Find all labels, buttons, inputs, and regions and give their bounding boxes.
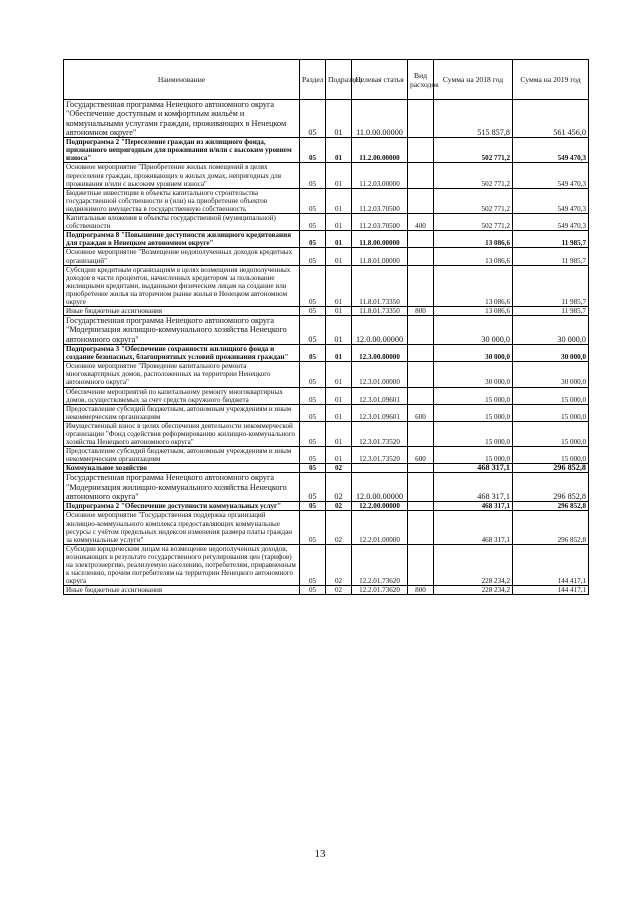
cell-expense-type xyxy=(408,544,434,585)
cell-section: 05 xyxy=(300,265,326,306)
cell-section: 05 xyxy=(300,464,326,473)
cell-sum-2019: 549 470,3 xyxy=(513,214,589,231)
header-subsection: Подраздел xyxy=(326,60,352,100)
header-expense-type: Вид расходов xyxy=(408,60,434,100)
cell-sum-2018: 30 000,0 xyxy=(434,345,513,362)
cell-section: 05 xyxy=(300,163,326,188)
cell-sum-2018: 468 317,1 xyxy=(434,511,513,544)
cell-subsection: 01 xyxy=(326,265,352,306)
cell-target: 12.3.01.73520 xyxy=(352,421,408,446)
table-row xyxy=(64,163,589,188)
cell-subsection: 02 xyxy=(326,502,352,511)
cell-expense-type xyxy=(408,188,434,213)
cell-target: 12.2.01.73620 xyxy=(352,586,408,595)
table-row xyxy=(64,404,589,421)
cell-sum-2019: 15 000,0 xyxy=(513,421,589,446)
cell-subsection: 01 xyxy=(326,100,352,138)
cell-name: Субсидии юридическим лицам на возмещение недополученных доходов, возникающих в результате государственного регулирования цен (тарифов) на электроэнергию, реализуемую населению, потребителям, приравненным к населению, прочим потребителям на территории Ненецкого автономного округа xyxy=(64,544,300,585)
cell-sum-2019: 296 852,8 xyxy=(513,511,589,544)
cell-section: 05 xyxy=(300,188,326,213)
cell-expense-type xyxy=(408,473,434,502)
cell-target: 12.3.01.09601 xyxy=(352,404,408,421)
cell-sum-2018: 468 317,1 xyxy=(434,464,513,473)
table-body xyxy=(64,100,589,595)
cell-sum-2018: 30 000,0 xyxy=(434,362,513,387)
cell-target: 11.2.03.70500 xyxy=(352,214,408,231)
cell-expense-type xyxy=(408,421,434,446)
cell-expense-type xyxy=(408,231,434,248)
cell-expense-type: 600 xyxy=(408,404,434,421)
cell-subsection: 01 xyxy=(326,316,352,345)
table-row xyxy=(64,387,589,404)
cell-sum-2018: 502 771,2 xyxy=(434,188,513,213)
cell-sum-2018: 13 086,6 xyxy=(434,265,513,306)
table-row xyxy=(64,464,589,473)
cell-expense-type: 800 xyxy=(408,307,434,316)
cell-subsection: 01 xyxy=(326,447,352,464)
cell-sum-2018: 15 000,0 xyxy=(434,387,513,404)
cell-name: Коммунальное хозяйство xyxy=(64,464,300,473)
cell-target: 12.3.01.73520 xyxy=(352,447,408,464)
page-number: 13 xyxy=(314,848,326,860)
cell-sum-2019: 561 456,0 xyxy=(513,100,589,138)
table-row xyxy=(64,447,589,464)
cell-section: 05 xyxy=(300,404,326,421)
cell-expense-type: 400 xyxy=(408,214,434,231)
cell-name: Иные бюджетные ассигнования xyxy=(64,586,300,595)
cell-section: 05 xyxy=(300,586,326,595)
cell-expense-type: 600 xyxy=(408,447,434,464)
cell-section: 05 xyxy=(300,473,326,502)
cell-sum-2019: 144 417,1 xyxy=(513,544,589,585)
cell-target xyxy=(352,464,408,473)
cell-expense-type xyxy=(408,464,434,473)
cell-sum-2019: 144 417,1 xyxy=(513,586,589,595)
cell-subsection: 01 xyxy=(326,345,352,362)
cell-section: 05 xyxy=(300,231,326,248)
cell-section: 05 xyxy=(300,387,326,404)
cell-section: 05 xyxy=(300,511,326,544)
cell-name: Государственная программа Ненецкого автономного округа "Модернизация жилищно-коммунального хозяйства Ненецкого автономного округа" xyxy=(64,473,300,502)
cell-name: Основное мероприятие "Возмещение недополученных доходов кредитных организаций" xyxy=(64,248,300,265)
cell-target: 11.0.00.00000 xyxy=(352,100,408,138)
cell-section: 05 xyxy=(300,421,326,446)
cell-expense-type xyxy=(408,163,434,188)
cell-sum-2019: 296 852,8 xyxy=(513,464,589,473)
cell-section: 05 xyxy=(300,345,326,362)
cell-subsection: 01 xyxy=(326,421,352,446)
cell-section: 05 xyxy=(300,248,326,265)
table-row xyxy=(64,544,589,585)
cell-name: Бюджетные инвестиции в объекты капитального строительства государственной собственности и (или) на приобретение объектов недвижимого имущества в государственную собственность xyxy=(64,188,300,213)
cell-name: Обеспечение мероприятий по капитальному ремонту многоквартирных домов, осуществляемых за счет средств окружного бюджета xyxy=(64,387,300,404)
table-row xyxy=(64,100,589,138)
cell-name: Основное мероприятие "Проведение капитального ремонта многоквартирных домов, расположенных на территории Ненецкого автономного округа" xyxy=(64,362,300,387)
cell-name: Подпрограмма 3 "Обеспечение сохранности жилищного фонда и создание безопасных, благоприятных условий проживания граждан" xyxy=(64,345,300,362)
cell-section: 05 xyxy=(300,447,326,464)
cell-target: 12.0.00.00000 xyxy=(352,473,408,502)
table-row xyxy=(64,586,589,595)
cell-sum-2019: 296 852,8 xyxy=(513,473,589,502)
cell-name: Предоставление субсидий бюджетным, автономным учреждениям и иным некоммерческим организациям xyxy=(64,404,300,421)
table-row xyxy=(64,316,589,345)
cell-sum-2018: 15 000,0 xyxy=(434,404,513,421)
cell-sum-2018: 502 771,2 xyxy=(434,138,513,163)
cell-section: 05 xyxy=(300,502,326,511)
cell-target: 11.2.03.00000 xyxy=(352,163,408,188)
cell-name: Государственная программа Ненецкого автономного округа "Обеспечение доступным и комфортным жильём и коммунальными услугами граждан, проживающих в Ненецком автономном округе" xyxy=(64,100,300,138)
budget-table xyxy=(63,59,589,595)
cell-section: 05 xyxy=(300,100,326,138)
table-row xyxy=(64,307,589,316)
cell-subsection: 01 xyxy=(326,387,352,404)
table-row xyxy=(64,265,589,306)
cell-name: Подпрограмма 2 "Переселение граждан из жилищного фонда, признанного непригодным для проживания и/или с высоким уровнем износа" xyxy=(64,138,300,163)
cell-target: 12.3.01.09601 xyxy=(352,387,408,404)
cell-target: 12.3.00.00000 xyxy=(352,345,408,362)
cell-section: 05 xyxy=(300,362,326,387)
cell-subsection: 01 xyxy=(326,404,352,421)
cell-sum-2018: 13 086,6 xyxy=(434,248,513,265)
cell-sum-2019: 11 985,7 xyxy=(513,307,589,316)
cell-subsection: 01 xyxy=(326,138,352,163)
cell-sum-2019: 15 000,0 xyxy=(513,404,589,421)
header-sum-2019: Сумма на 2019 год xyxy=(513,60,589,100)
cell-subsection: 01 xyxy=(326,362,352,387)
table-row xyxy=(64,421,589,446)
cell-target: 11.8.01.00000 xyxy=(352,248,408,265)
cell-subsection: 01 xyxy=(326,307,352,316)
cell-name: Иные бюджетные ассигнования xyxy=(64,307,300,316)
header-name: Наименование xyxy=(64,60,300,100)
cell-sum-2018: 15 000,0 xyxy=(434,447,513,464)
table-header xyxy=(64,60,589,100)
table-row xyxy=(64,138,589,163)
cell-subsection: 01 xyxy=(326,248,352,265)
cell-subsection: 01 xyxy=(326,188,352,213)
cell-sum-2018: 30 000,0 xyxy=(434,316,513,345)
header-section: Раздел xyxy=(300,60,326,100)
cell-name: Основное мероприятие "Государственная поддержка организаций жилищно-коммунального комплекса предоставляющих коммунальные ресурсы с учётом предельных индексов изменения размера платы граждан за коммунальные услуги" xyxy=(64,511,300,544)
cell-target: 12.2.00.00000 xyxy=(352,502,408,511)
cell-subsection: 01 xyxy=(326,231,352,248)
cell-sum-2018: 502 771,2 xyxy=(434,214,513,231)
cell-section: 05 xyxy=(300,138,326,163)
cell-subsection: 02 xyxy=(326,464,352,473)
cell-target: 11.8.00.00000 xyxy=(352,231,408,248)
cell-name: Субсидии кредитным организациям в целях возмещения недополученных доходов в части процентов, начисленных кредитором за пользование жилищными кредитами, выданными физическим лицам на создание или приобретение жилья на вторичном рынке жилья в Ненецком автономном округе xyxy=(64,265,300,306)
cell-section: 05 xyxy=(300,544,326,585)
cell-sum-2018: 13 086,6 xyxy=(434,231,513,248)
table-row xyxy=(64,362,589,387)
cell-subsection: 02 xyxy=(326,586,352,595)
cell-expense-type xyxy=(408,248,434,265)
cell-sum-2018: 13 086,6 xyxy=(434,307,513,316)
cell-name: Подпрограмма 8 "Повышение доступности жилищного кредитования для граждан в Ненецком автономном округе" xyxy=(64,231,300,248)
cell-section: 05 xyxy=(300,307,326,316)
table-row xyxy=(64,473,589,502)
cell-target: 11.2.00.00000 xyxy=(352,138,408,163)
cell-subsection: 01 xyxy=(326,163,352,188)
cell-expense-type xyxy=(408,362,434,387)
cell-sum-2018: 468 317,1 xyxy=(434,502,513,511)
cell-sum-2018: 228 234,2 xyxy=(434,586,513,595)
cell-expense-type xyxy=(408,138,434,163)
header-sum-2018: Сумма на 2018 год xyxy=(434,60,513,100)
cell-expense-type xyxy=(408,511,434,544)
cell-target: 12.0.00.00000 xyxy=(352,316,408,345)
cell-target: 11.8.01.73350 xyxy=(352,307,408,316)
cell-subsection: 01 xyxy=(326,214,352,231)
cell-sum-2018: 502 771,2 xyxy=(434,163,513,188)
cell-sum-2019: 11 985,7 xyxy=(513,231,589,248)
cell-expense-type: 800 xyxy=(408,586,434,595)
cell-sum-2019: 549 470,3 xyxy=(513,138,589,163)
cell-sum-2018: 468 317,1 xyxy=(434,473,513,502)
cell-name: Капитальные вложения в объекты государственной (муниципальной) собственности xyxy=(64,214,300,231)
cell-sum-2019: 30 000,0 xyxy=(513,316,589,345)
cell-name: Имущественный взнос в целях обеспечения деятельности некоммерческой организации "Фонд содействия реформированию жилищно-коммунального хозяйства Ненецкого автономного округа" xyxy=(64,421,300,446)
cell-sum-2019: 30 000,0 xyxy=(513,362,589,387)
cell-subsection: 02 xyxy=(326,511,352,544)
cell-sum-2019: 30 000,0 xyxy=(513,345,589,362)
table-row xyxy=(64,511,589,544)
cell-name: Основное мероприятие "Приобретение жилых помещений в целях переселения граждан, проживающих в жилых домах, непригодных для проживания и/или с высоким уровнем износа" xyxy=(64,163,300,188)
cell-section: 05 xyxy=(300,316,326,345)
cell-name: Предоставление субсидий бюджетным, автономным учреждениям и иным некоммерческим организациям xyxy=(64,447,300,464)
cell-sum-2019: 11 985,7 xyxy=(513,248,589,265)
table-row xyxy=(64,345,589,362)
cell-target: 12.2.01.73620 xyxy=(352,544,408,585)
cell-sum-2018: 515 857,8 xyxy=(434,100,513,138)
cell-name: Государственная программа Ненецкого автономного округа "Модернизация жилищно-коммунального хозяйства Ненецкого автономного округа" xyxy=(64,316,300,345)
cell-section: 05 xyxy=(300,214,326,231)
cell-expense-type xyxy=(408,345,434,362)
cell-sum-2019: 15 000,0 xyxy=(513,447,589,464)
header-target: Целевая статья xyxy=(352,60,408,100)
cell-sum-2019: 549 470,3 xyxy=(513,163,589,188)
cell-name: Подпрограмма 2 "Обеспечение доступности коммунальных услуг" xyxy=(64,502,300,511)
cell-sum-2019: 549 470,3 xyxy=(513,188,589,213)
cell-target: 12.2.01.00000 xyxy=(352,511,408,544)
cell-subsection: 02 xyxy=(326,544,352,585)
cell-expense-type xyxy=(408,502,434,511)
cell-subsection: 02 xyxy=(326,473,352,502)
cell-sum-2019: 11 985,7 xyxy=(513,265,589,306)
cell-sum-2019: 15 000,0 xyxy=(513,387,589,404)
cell-expense-type xyxy=(408,265,434,306)
cell-expense-type xyxy=(408,100,434,138)
table-row xyxy=(64,188,589,213)
cell-expense-type xyxy=(408,387,434,404)
cell-sum-2019: 296 852,8 xyxy=(513,502,589,511)
table-row xyxy=(64,502,589,511)
cell-target: 12.3.01.00000 xyxy=(352,362,408,387)
cell-sum-2018: 228 234,2 xyxy=(434,544,513,585)
cell-expense-type xyxy=(408,316,434,345)
cell-target: 11.8.01.73350 xyxy=(352,265,408,306)
table-row xyxy=(64,231,589,248)
table-row xyxy=(64,248,589,265)
cell-target: 11.2.03.70500 xyxy=(352,188,408,213)
table-row xyxy=(64,214,589,231)
cell-sum-2018: 15 000,0 xyxy=(434,421,513,446)
